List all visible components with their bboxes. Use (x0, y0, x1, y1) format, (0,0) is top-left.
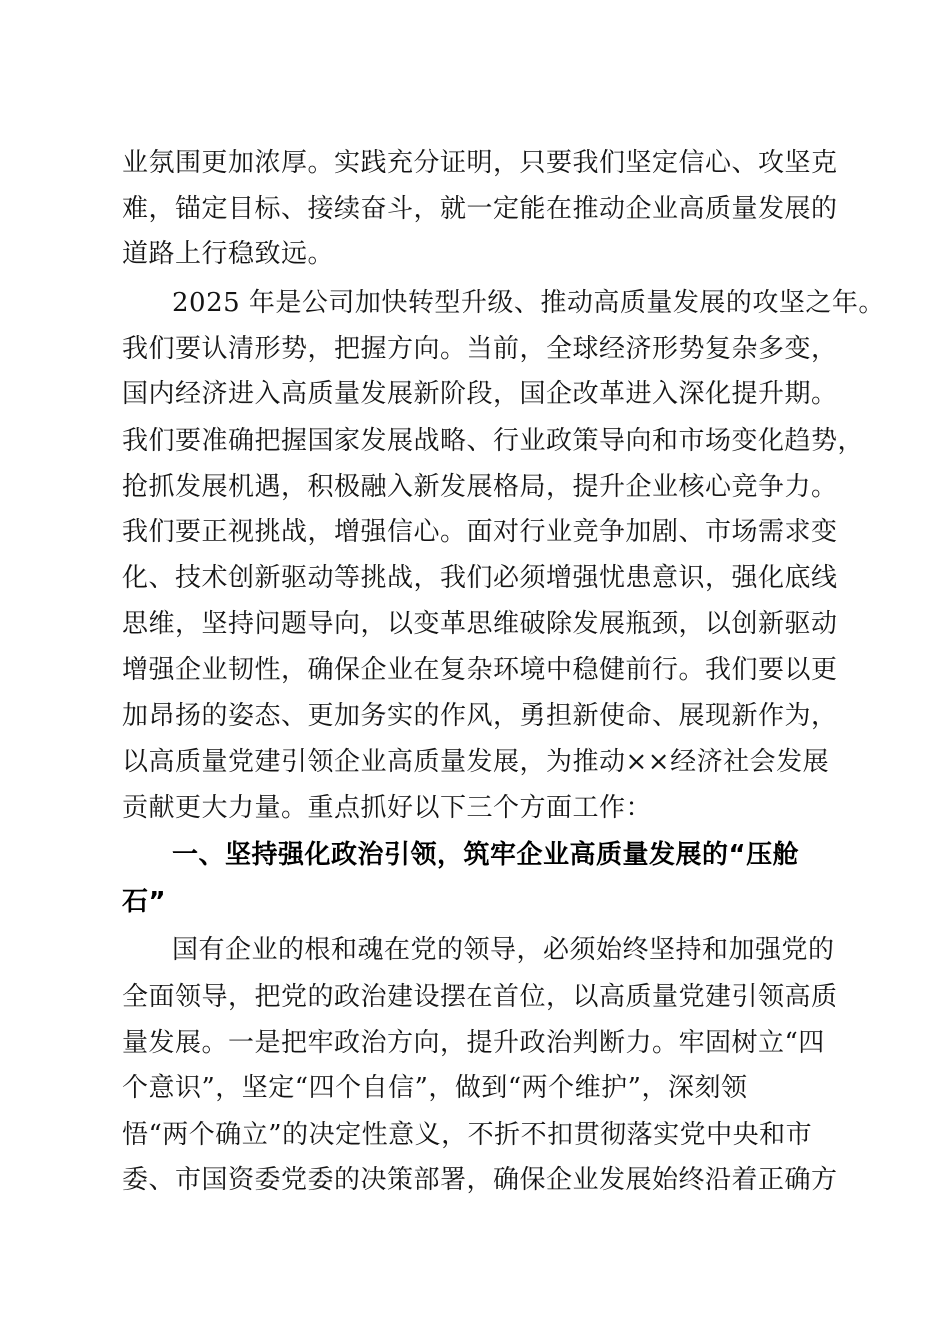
section-heading: 一、坚持强化政治引领，筑牢企业高质量发展的“压舱 (172, 840, 800, 870)
text-line: 以高质量党建引领企业高质量发展，为推动××经济社会发展 (122, 747, 830, 777)
text-line: 增强企业韧性，确保企业在复杂环境中稳健前行。我们要以更 (122, 655, 838, 685)
text-line: 国有企业的根和魂在党的领导，必须始终坚持和加强党的 (172, 935, 835, 965)
text-line: 加昂扬的姿态、更加务实的作风，勇担新使命、展现新作为， (122, 701, 838, 731)
text-line: 国内经济进入高质量发展新阶段，国企改革进入深化提升期。 (122, 379, 838, 409)
text-line: 个意识”，坚定“四个自信”，做到“两个维护”，深刻领 (122, 1073, 748, 1103)
text-line: 2025 年是公司加快转型升级、推动高质量发展的攻坚之年。 (172, 288, 885, 318)
text-line: 我们要认清形势，把握方向。当前，全球经济形势复杂多变， (122, 334, 838, 364)
text-line: 业氛围更加浓厚。实践充分证明，只要我们坚定信心、攻坚克 (122, 148, 838, 178)
text-line: 委、市国资委党委的决策部署，确保企业发展始终沿着正确方 (122, 1165, 838, 1195)
text-line: 全面领导，把党的政治建设摆在首位，以高质量党建引领高质 (122, 982, 838, 1012)
text-line: 悟“两个确立”的决定性意义，不折不扣贯彻落实党中央和市 (122, 1120, 813, 1150)
text-line: 量发展。一是把牢政治方向，提升政治判断力。牢固树立“四 (122, 1028, 825, 1058)
text-line: 道路上行稳致远。 (122, 239, 335, 269)
text-line: 我们要准确把握国家发展战略、行业政策导向和市场变化趋势， (122, 426, 865, 456)
text-line: 贡献更大力量。重点抓好以下三个方面工作： (122, 793, 653, 823)
text-line: 难，锚定目标、接续奋斗，就一定能在推动企业高质量发展的 (122, 194, 838, 224)
text-line: 化、技术创新驱动等挑战，我们必须增强忧患意识，强化底线 (122, 563, 838, 593)
text-line: 抢抓发展机遇，积极融入新发展格局，提升企业核心竞争力。 (122, 472, 838, 502)
text-line: 我们要正视挑战，增强信心。面对行业竞争加剧、市场需求变 (122, 517, 838, 547)
section-heading-continued: 石” (122, 887, 167, 917)
text-line: 思维，坚持问题导向，以变革思维破除发展瓶颈，以创新驱动 (122, 609, 838, 639)
